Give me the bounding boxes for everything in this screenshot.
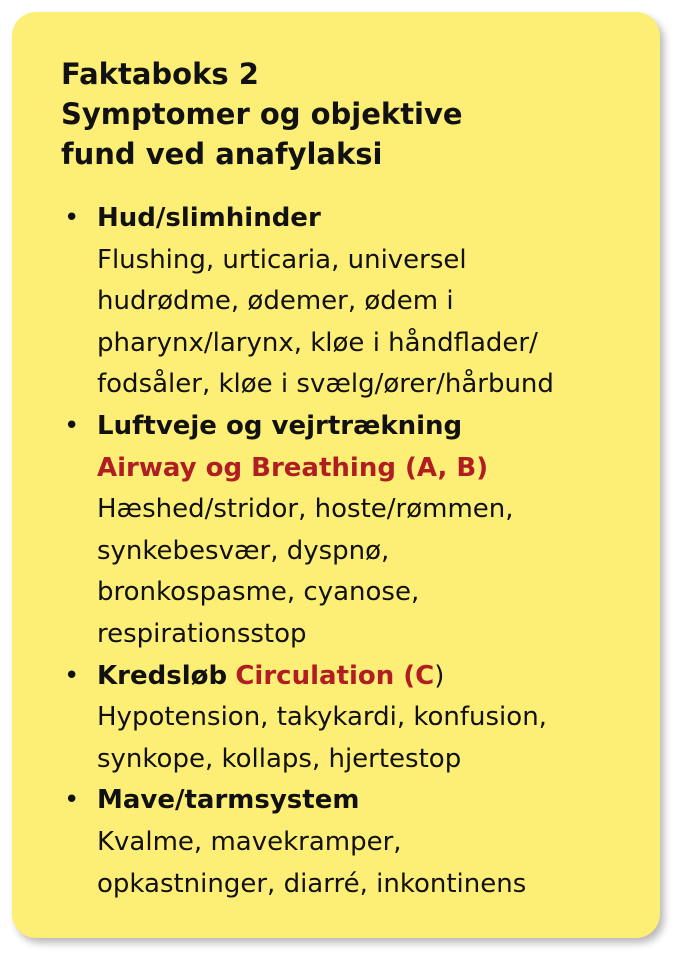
list-item-airway (61, 406, 640, 656)
list-item-circulation (61, 656, 640, 781)
title-line: Symptomer og objektive (61, 97, 463, 131)
bullet-icon: • (64, 410, 80, 441)
item-text: bronkospasme, cyanose, (97, 577, 420, 608)
item-text: opkastninger, diarré, inkontinens (97, 868, 527, 899)
fact-box (12, 12, 660, 938)
bullet-icon: • (64, 785, 80, 816)
item-heading: Luftveje og vejrtrækning (97, 410, 463, 441)
item-text: Hypotension, takykardi, konfusion, (97, 702, 547, 733)
item-heading: Hud/slimhinder (97, 203, 321, 233)
item-text: fodsåler, kløe i svælg/ører/hårbund (97, 369, 554, 400)
item-english-term: Airway og Breathing (A, B) (97, 452, 489, 483)
bullet-icon: • (64, 660, 80, 691)
item-text: respirationsstop (97, 618, 307, 649)
item-text: synkope, kollaps, hjertestop (97, 743, 462, 774)
item-text: synkebesvær, dyspnø, (97, 535, 390, 566)
item-heading-line (97, 656, 640, 698)
item-text: Hæshed/stridor, hoste/rømmen, (97, 494, 514, 525)
list-item-gastro (61, 780, 640, 905)
symptom-list (61, 198, 640, 905)
title-line: Faktaboks 2 (61, 57, 259, 91)
fact-box-title (61, 54, 640, 174)
item-text: Kvalme, mavekramper, (97, 826, 402, 857)
item-english-term: Circulation (C (235, 660, 435, 691)
item-heading: Mave/tarmsystem (97, 785, 360, 816)
item-heading: Kredsløb (97, 660, 228, 691)
item-english-suffix: ) (434, 660, 445, 691)
item-text: pharynx/larynx, kløe i håndflader/ (97, 327, 538, 358)
bullet-icon: • (64, 203, 80, 233)
item-text: Flushing, urticaria, universel (97, 244, 467, 275)
list-item-skin (61, 198, 640, 406)
title-line: fund ved anafylaksi (61, 137, 383, 171)
item-text: hudrødme, ødemer, ødem i (97, 286, 454, 317)
